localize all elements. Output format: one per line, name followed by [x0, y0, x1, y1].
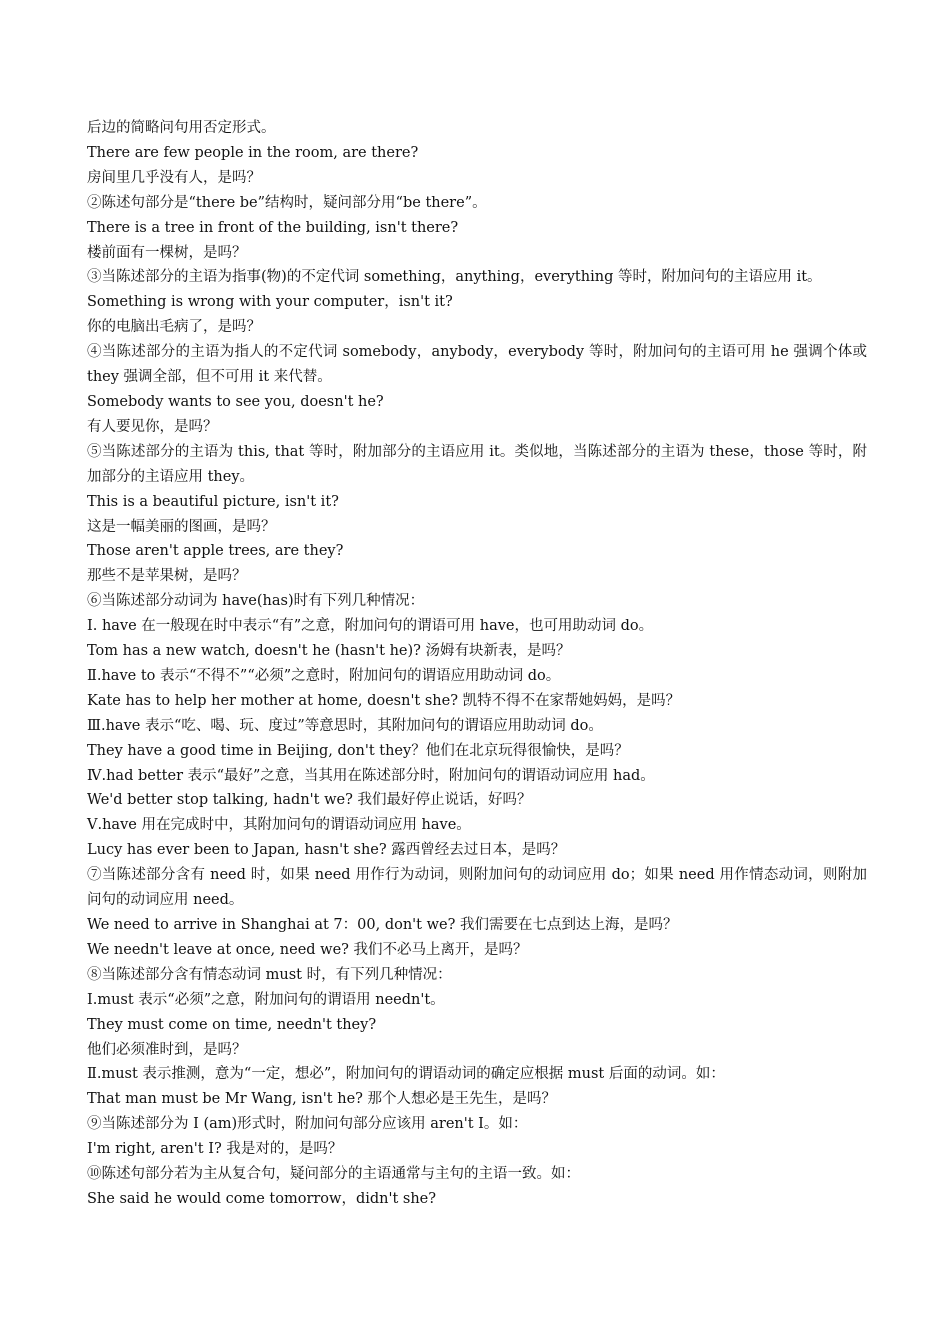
- sub-rule-1: Ⅰ. have 在一般现在时中表示“有”之意，附加问句的谓语可用 have，也可用助动词 do。: [87, 618, 654, 635]
- document-body: [87, 116, 867, 1212]
- example-sentence: Somebody wants to see you, doesn't he?: [87, 393, 384, 410]
- example-sentence: We need to arrive in Shanghai at 7：00, don't we? 我们需要在七点到达上海，是吗？: [87, 917, 678, 933]
- rule-7: ⑦当陈述部分含有 need 时，如果 need 用作行为动词，则附加问句的动词应用 do；如果 need 用作情态动词，则附加问句的动词应用 need。: [87, 867, 867, 909]
- sub-rule-2: Ⅱ.must 表示推测，意为“一定，想必”，附加问句的谓语动词的确定应根据 must 后面的动词。如：: [87, 1066, 725, 1083]
- translation-line: 他们必须准时到，是吗？: [87, 1041, 247, 1058]
- example-sentence: She said he would come tomorrow，didn't she?: [87, 1190, 437, 1207]
- sub-rule-2: Ⅱ.have to 表示“不得不”“必须”之意时，附加问句的谓语应用助动词 do。: [87, 667, 561, 684]
- sub-rule-3: Ⅲ.have 表示“吃、喝、玩、度过”等意思时，其附加问句的谓语应用助动词 do。: [87, 717, 603, 734]
- rule-4: ④当陈述部分的主语为指人的不定代词 somebody，anybody，everybody 等时，附加问句的主语可用 he 强调个体或 they 强调全部，但不可用 it 来代替。: [87, 344, 867, 386]
- text-line: 后边的简略问句用否定形式。: [87, 120, 276, 136]
- example-sentence: We needn't leave at once, need we? 我们不必马上离开，是吗？: [87, 941, 528, 958]
- example-sentence: There is a tree in front of the building, isn't there?: [87, 219, 459, 236]
- example-sentence: That man must be Mr Wang, isn't he? 那个人想必是王先生，是吗？: [87, 1091, 557, 1108]
- rule-9: ⑨当陈述部分为 I (am)形式时，附加问句部分应该用 aren't I。如：: [87, 1116, 528, 1133]
- example-sentence: Something is wrong with your computer，isn't it?: [87, 294, 453, 311]
- example-sentence: Lucy has ever been to Japan, hasn't she? 露西曾经去过日本，是吗？: [87, 842, 566, 859]
- rule-10: ⑩陈述句部分若为主从复合句，疑问部分的主语通常与主句的主语一致。如：: [87, 1166, 580, 1183]
- rule-3: ③当陈述部分的主语为指事(物)的不定代词 something，anything，everything 等时，附加问句的主语应用 it。: [87, 269, 822, 286]
- example-sentence: We'd better stop talking, hadn't we? 我们最好停止说话，好吗？: [87, 792, 532, 809]
- example-sentence: Tom has a new watch, doesn't he (hasn't he)? 汤姆有块新表，是吗？: [87, 643, 571, 660]
- translation-line: 房间里几乎没有人，是吗？: [87, 169, 261, 186]
- sub-rule-5: Ⅴ.have 用在完成时中，其附加问句的谓语动词应用 have。: [87, 817, 471, 834]
- translation-line: 这是一幅美丽的图画，是吗？: [87, 518, 276, 535]
- sub-rule-1: Ⅰ.must 表示“必须”之意，附加问句的谓语用 needn't。: [87, 991, 445, 1008]
- translation-line: 你的电脑出毛病了，是吗？: [87, 319, 261, 336]
- rule-2: ②陈述句部分是“there be”结构时，疑问部分用“be there”。: [87, 194, 487, 211]
- rule-8: ⑧当陈述部分含有情态动词 must 时，有下列几种情况：: [87, 966, 452, 983]
- rule-5: ⑤当陈述部分的主语为 this, that 等时，附加部分的主语应用 it。类似地，当陈述部分的主语为 these，those 等时，附加部分的主语应用 they。: [87, 443, 867, 485]
- example-sentence: Kate has to help her mother at home, doesn't she? 凯特不得不在家帮她妈妈，是吗？: [87, 692, 681, 709]
- example-sentence: There are few people in the room, are there?: [87, 144, 419, 161]
- sub-rule-4: Ⅳ.had better 表示“最好”之意，当其用在陈述部分时，附加问句的谓语动词应用 had。: [87, 767, 655, 784]
- translation-line: 有人要见你，是吗？: [87, 418, 218, 435]
- example-sentence: They have a good time in Beijing, don't they？他们在北京玩得很愉快，是吗？: [87, 742, 629, 759]
- example-sentence: I'm right, aren't I? 我是对的，是吗？: [87, 1141, 343, 1158]
- example-sentence: Those aren't apple trees, are they?: [87, 543, 344, 560]
- rule-6: ⑥当陈述部分动词为 have(has)时有下列几种情况：: [87, 593, 425, 610]
- translation-line: 那些不是苹果树，是吗？: [87, 568, 247, 585]
- translation-line: 楼前面有一棵树，是吗？: [87, 244, 247, 261]
- example-sentence: They must come on time, needn't they?: [87, 1016, 377, 1033]
- example-sentence: This is a beautiful picture, isn't it?: [87, 493, 339, 510]
